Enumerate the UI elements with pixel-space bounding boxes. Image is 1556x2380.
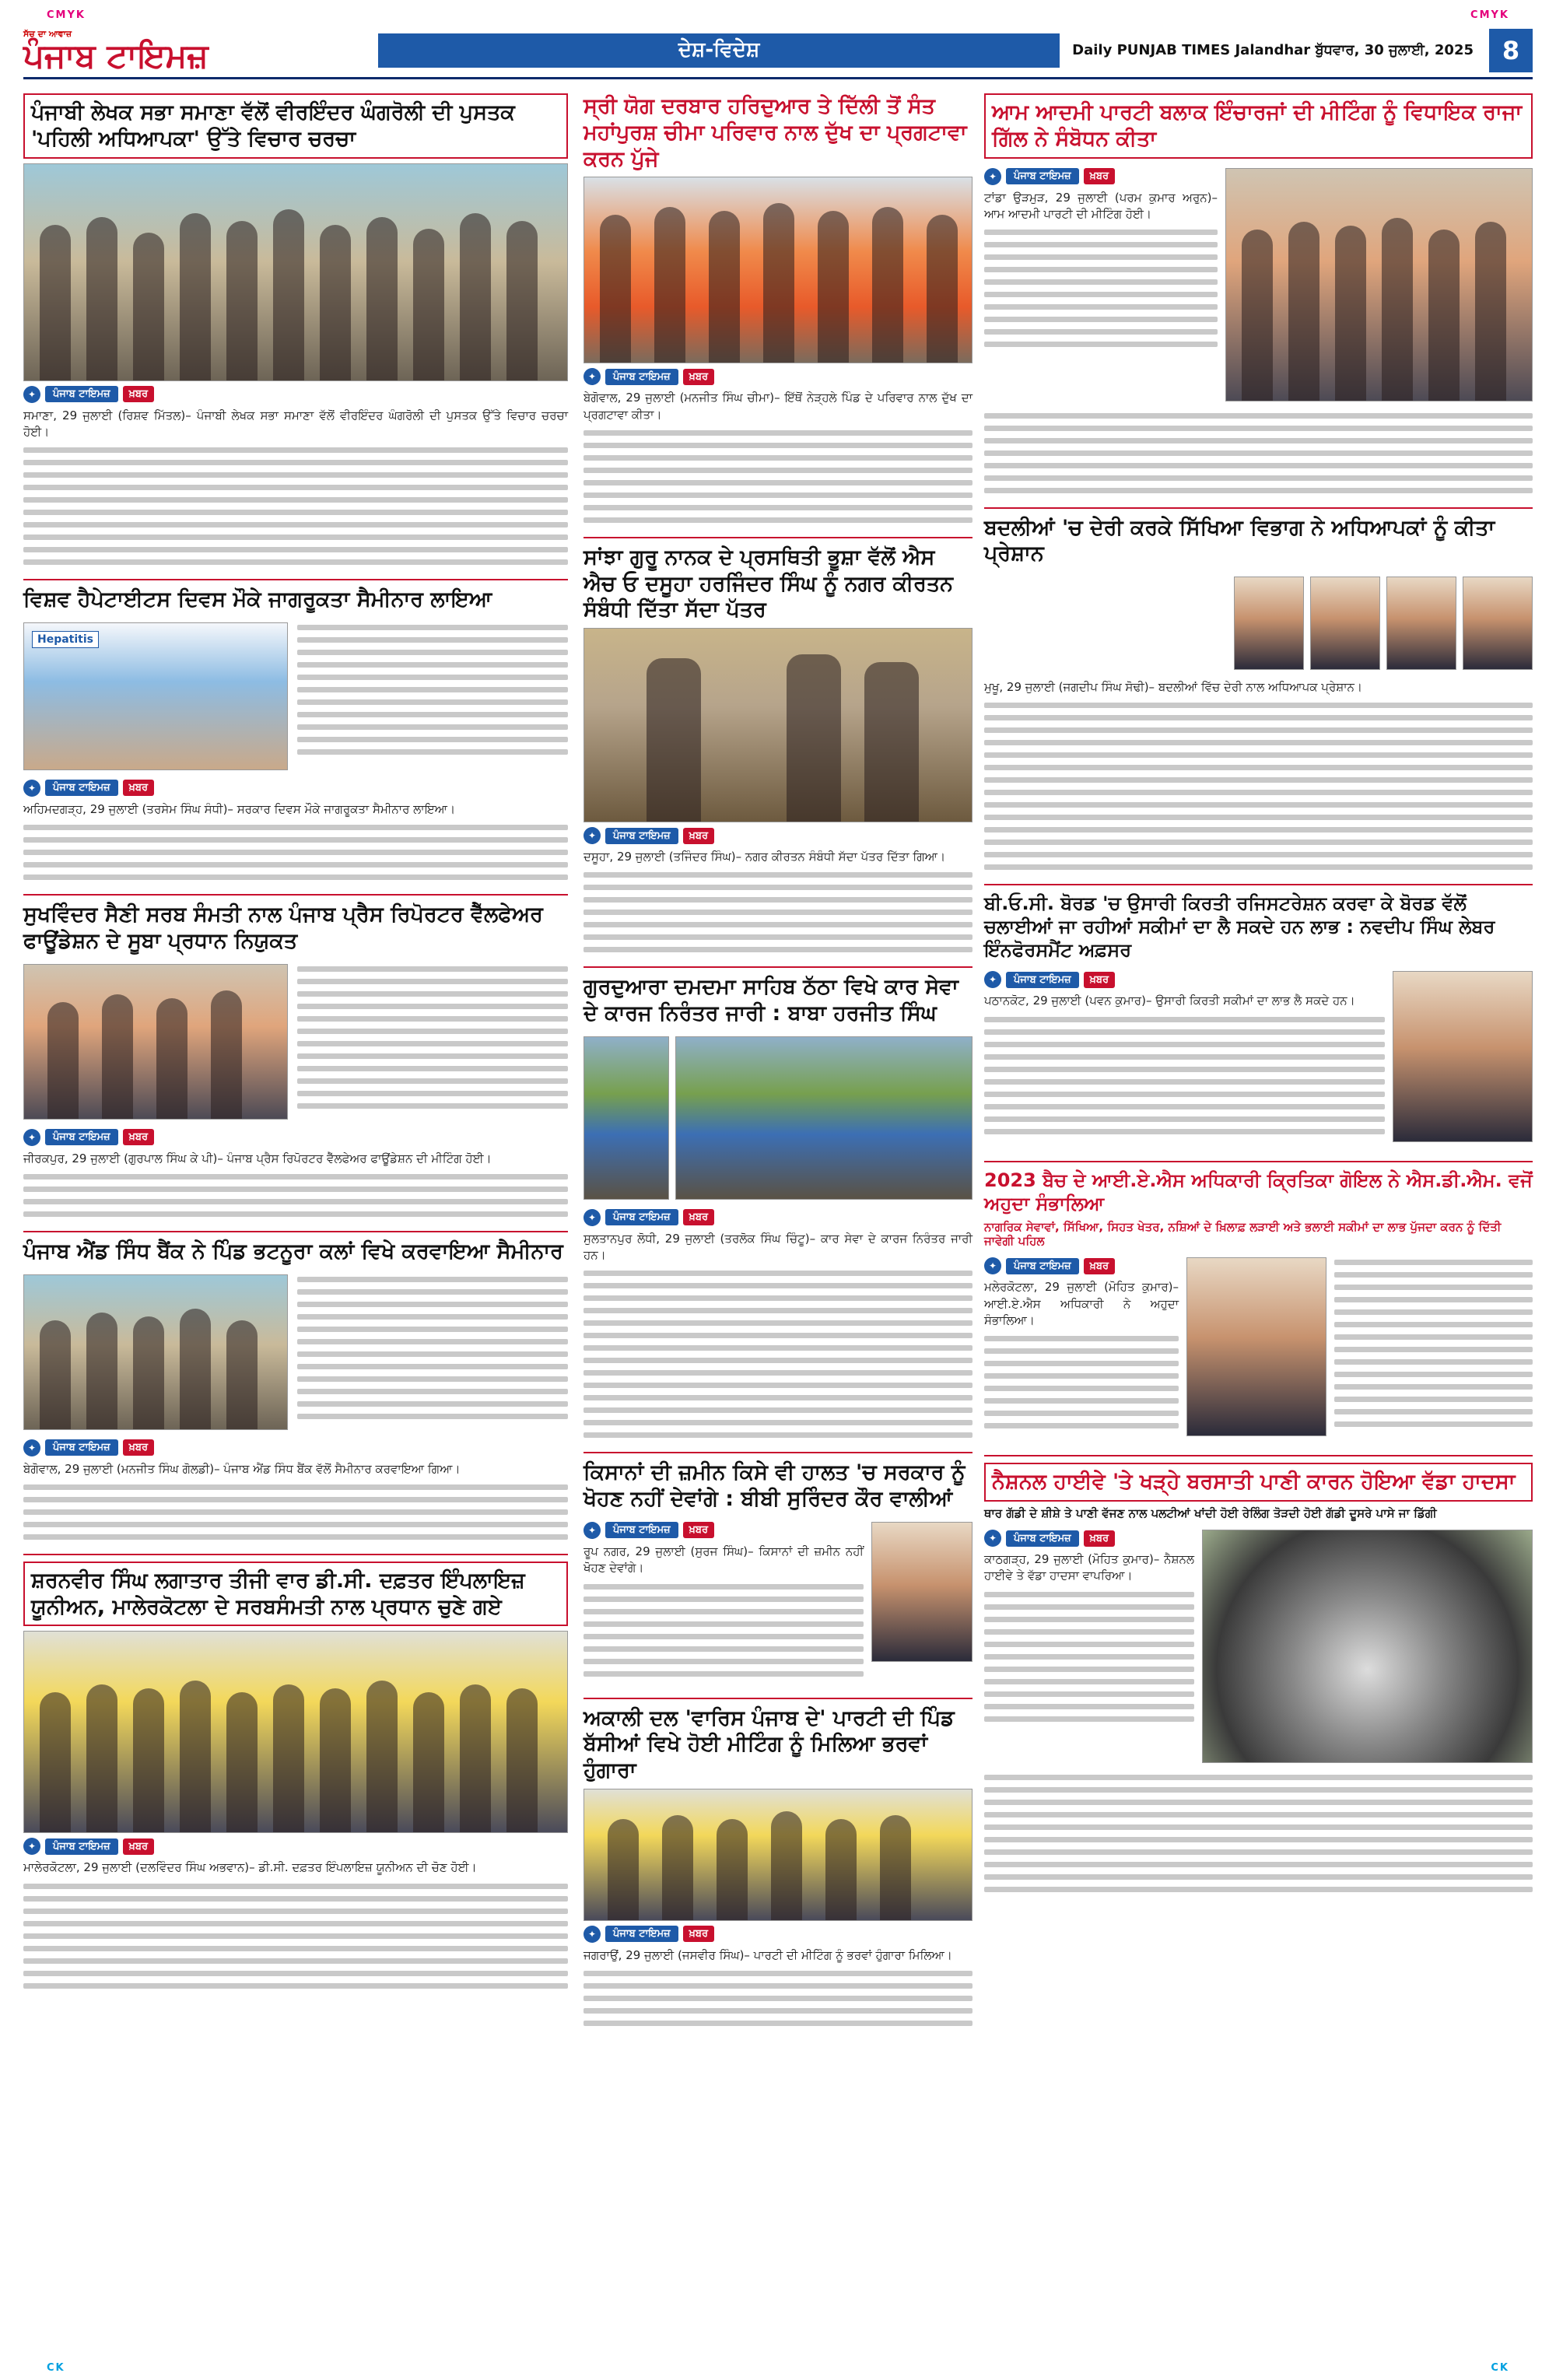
story-headline: ਗੁਰਦੁਆਰਾ ਦਮਦਮਾ ਸਾਹਿਬ ਠੱਠਾ ਵਿਖੇ ਕਾਰ ਸੇਵਾ ਦੇ ਕਾਰਜ ਨਿਰੰਤਰ ਜਾਰੀ : ਬਾਬਾ ਹਰਜੀਤ ਸਿੰਘ bbox=[584, 975, 958, 1026]
story-invitation bbox=[584, 545, 972, 953]
story-headline: ਆਮ ਆਦਮੀ ਪਾਰਟੀ ਬਲਾਕ ਇੰਚਾਰਜਾਂ ਦੀ ਮੀਟਿੰਗ ਨੂੰ ਵਿਧਾਇਕ ਰਾਜਾ ਗਿੱਲ ਨੇ ਸੰਬੋਧਨ ਕੀਤਾ bbox=[984, 93, 1533, 159]
registration-mark-top-left: CMYK bbox=[47, 9, 86, 21]
story-body: ਸੁਲਤਾਨਪੁਰ ਲੋਧੀ, 29 ਜੁਲਾਈ (ਤਰਲੋਕ ਸਿੰਘ ਚਿੰਟੂ)– ਕਾਰ ਸੇਵਾ ਦੇ ਕਾਰਜ ਨਿਰੰਤਰ ਜਾਰੀ ਹਨ। bbox=[584, 1231, 972, 1263]
pt-icon: ✦ bbox=[584, 827, 601, 844]
pt-icon: ✦ bbox=[584, 1926, 601, 1943]
byline-type: ਖ਼ਬਰ bbox=[123, 386, 154, 402]
byline-type: ਖ਼ਬਰ bbox=[683, 369, 714, 385]
byline-type: ਖ਼ਬਰ bbox=[123, 780, 154, 796]
story-photo bbox=[23, 622, 288, 770]
story-photo bbox=[23, 964, 288, 1120]
story-headline: ਪੰਜਾਬ ਐਂਡ ਸਿੰਧ ਬੈਂਕ ਨੇ ਪਿੰਡ ਭਟਨੂਰਾ ਕਲਾਂ ਵਿਖੇ ਕਰਵਾਇਆ ਸੈਮੀਨਾਰ bbox=[23, 1239, 563, 1264]
divider bbox=[984, 884, 1533, 885]
byline bbox=[23, 1838, 568, 1855]
pt-icon: ✦ bbox=[23, 780, 40, 797]
edition-date: Daily PUNJAB TIMES Jalandhar ਬੁੱਧਵਾਰ, 30 ਜੁਲਾਈ, 2025 bbox=[1072, 42, 1474, 58]
byline bbox=[584, 827, 972, 844]
story-headline: ਸਾਂਝਾ ਗੁਰੂ ਨਾਨਕ ਦੇ ਪ੍ਰਸਥਿਤੀ ਭੂਸ਼ਾ ਵੱਲੋਂ ਐਸ ਐਚ ਓ ਦਸੂਹਾ ਹਰਜਿੰਦਰ ਸਿੰਘ ਨੂੰ ਨਗਰ ਕੀਰਤਨ ਸੰਬੰਧੀ ਦਿੱਤਾ ਸੱਦਾ ਪੱਤਰ bbox=[584, 545, 954, 622]
story-farmers-land bbox=[584, 1460, 972, 1683]
story-headline: ਪੰਜਾਬੀ ਲੇਖਕ ਸਭਾ ਸਮਾਣਾ ਵੱਲੋਂ ਵੀਰਇੰਦਰ ਘੰਗਰੋਲੀ ਦੀ ਪੁਸਤਕ 'ਪਹਿਲੀ ਅਧਿਆਪਕਾ' ਉੱਤੇ ਵਿਚਾਰ ਚਰਚਾ bbox=[23, 93, 568, 159]
portrait-photo bbox=[1310, 577, 1380, 670]
story-photo bbox=[23, 1274, 288, 1430]
story-body: ਕਾਠਗੜ੍ਹ, 29 ਜੁਲਾਈ (ਮੋਹਿਤ ਕੁਮਾਰ)– ਨੈਸ਼ਨਲ ਹਾਈਵੇ ਤੇ ਵੱਡਾ ਹਾਦਸਾ ਵਾਪਰਿਆ। bbox=[984, 1552, 1194, 1583]
story-photo-small bbox=[584, 1036, 669, 1200]
divider bbox=[23, 579, 568, 580]
byline bbox=[984, 1257, 1179, 1274]
story-photo bbox=[23, 163, 568, 381]
body-text-lines bbox=[984, 1775, 1533, 1892]
byline-source: ਪੰਜਾਬ ਟਾਇਮਜ਼ bbox=[605, 1522, 678, 1538]
pt-icon: ✦ bbox=[23, 386, 40, 403]
story-body: ਰੂਪ ਨਗਰ, 29 ਜੁਲਾਈ (ਸੁਰਜ ਸਿੰਘ)– ਕਿਸਾਨਾਂ ਦੀ ਜ਼ਮੀਨ ਨਹੀਂ ਖੋਹਣ ਦੇਵਾਂਗੇ। bbox=[584, 1544, 864, 1576]
divider bbox=[584, 1452, 972, 1453]
story-highway-accident bbox=[984, 1463, 1533, 1892]
body-text-lines bbox=[984, 413, 1533, 493]
divider bbox=[984, 507, 1533, 509]
byline-type: ਖ਼ਬਰ bbox=[683, 828, 714, 844]
byline-source: ਪੰਜਾਬ ਟਾਇਮਜ਼ bbox=[605, 1209, 678, 1225]
byline-source: ਪੰਜਾਬ ਟਾਇਮਜ਼ bbox=[605, 828, 678, 844]
divider bbox=[23, 1231, 568, 1232]
body-text-lines bbox=[984, 703, 1533, 870]
byline-source: ਪੰਜਾਬ ਟਾਇਮਜ਼ bbox=[1006, 972, 1079, 988]
masthead bbox=[23, 23, 1533, 79]
story-body: ਸਮਾਣਾ, 29 ਜੁਲਾਈ (ਰਿਸ਼ਵ ਮਿੱਤਲ)– ਪੰਜਾਬੀ ਲੇਖਕ ਸਭਾ ਸਮਾਣਾ ਵੱਲੋਂ ਵੀਰਇੰਦਰ ਘੰਗਰੋਲੀ ਦੀ ਪੁਸਤਕ ਉੱਤੇ ਵਿਚਾਰ ਚਰਚਾ ਹੋਈ। bbox=[23, 408, 568, 439]
byline-type: ਖ਼ਬਰ bbox=[1084, 972, 1115, 988]
story-bank-seminar bbox=[23, 1239, 568, 1540]
story-writers-forum bbox=[23, 93, 568, 565]
divider bbox=[23, 894, 568, 896]
byline-source: ਪੰਜਾਬ ਟਾਇਮਜ਼ bbox=[1006, 1530, 1079, 1547]
byline bbox=[984, 168, 1218, 185]
body-text-lines bbox=[584, 1271, 972, 1438]
story-body: ਮੁਖੂ, 29 ਜੁਲਾਈ (ਜਗਦੀਪ ਸਿੰਘ ਸੋਢੀ)– ਬਦਲੀਆਂ ਵਿੱਚ ਦੇਰੀ ਨਾਲ ਅਧਿਆਪਕ ਪ੍ਰੇਸ਼ਾਨ। bbox=[984, 680, 1363, 694]
registration-mark-top-right: CMYK bbox=[1470, 9, 1509, 21]
byline bbox=[584, 1209, 972, 1226]
pt-icon: ✦ bbox=[984, 971, 1001, 988]
pt-icon: ✦ bbox=[23, 1838, 40, 1855]
story-kar-sewa bbox=[584, 974, 972, 1438]
divider bbox=[984, 1161, 1533, 1162]
body-text-lines bbox=[297, 1270, 568, 1435]
story-photo bbox=[584, 1789, 972, 1921]
byline-source: ਪੰਜਾਬ ਟਾਇਮਜ਼ bbox=[605, 369, 678, 385]
divider bbox=[584, 966, 972, 968]
story-akali-dal bbox=[584, 1705, 972, 2027]
portrait-photo bbox=[1234, 577, 1304, 670]
body-text-lines bbox=[23, 825, 568, 880]
page-number: 8 bbox=[1489, 29, 1533, 72]
body-text-lines bbox=[584, 1971, 972, 2026]
byline bbox=[584, 368, 972, 385]
pt-icon: ✦ bbox=[984, 1257, 1001, 1274]
story-body: ਮਲੇਰਕੋਟਲਾ, 29 ਜੁਲਾਈ (ਮੋਹਿਤ ਕੁਮਾਰ)– ਆਈ.ਏ.ਐਸ ਅਧਿਕਾਰੀ ਨੇ ਅਹੁਦਾ ਸੰਭਾਲਿਆ। bbox=[984, 1280, 1179, 1327]
body-text-lines bbox=[584, 872, 972, 952]
story-photo-tractor bbox=[675, 1036, 972, 1200]
story-subhead: ਥਾਰ ਗੱਡੀ ਦੇ ਸ਼ੀਸ਼ੇ ਤੇ ਪਾਣੀ ਵੱਜਣ ਨਾਲ ਪਲਟੀਆਂ ਖਾਂਦੀ ਹੋਈ ਰੇਲਿੰਗ ਤੋੜਦੀ ਹੋਈ ਗੱਡੀ ਦੂਸਰੇ ਪਾਸੇ ਜਾ ਡਿੱਗੀ bbox=[984, 1506, 1437, 1521]
body-text-lines bbox=[984, 230, 1218, 347]
byline-type: ਖ਼ਬਰ bbox=[1084, 1258, 1115, 1274]
column-right bbox=[984, 93, 1533, 2350]
story-headline: ਬਦਲੀਆਂ 'ਚ ਦੇਰੀ ਕਰਕੇ ਸਿੱਖਿਆ ਵਿਭਾਗ ਨੇ ਅਧਿਆਪਕਾਂ ਨੂੰ ਕੀਤਾ ਪ੍ਰੇਸ਼ਾਨ bbox=[984, 515, 1495, 566]
byline-type: ਖ਼ਬਰ bbox=[683, 1926, 714, 1942]
byline-source: ਪੰਜਾਬ ਟਾਇਮਜ਼ bbox=[45, 780, 118, 796]
byline-type: ਖ਼ਬਰ bbox=[123, 1439, 154, 1456]
pt-icon: ✦ bbox=[23, 1439, 40, 1456]
logo-tagline: ਸੱਚ ਦਾ ਆਵਾਜ਼ bbox=[23, 28, 72, 39]
logo-block bbox=[23, 24, 366, 77]
byline bbox=[23, 386, 568, 403]
byline bbox=[984, 1530, 1194, 1547]
body-text-lines bbox=[297, 959, 568, 1124]
story-headline: ਸ਼ਰਨਵੀਰ ਸਿੰਘ ਲਗਾਤਾਰ ਤੀਜੀ ਵਾਰ ਡੀ.ਸੀ. ਦਫ਼ਤਰ ਇੰਪਲਾਇਜ਼ ਯੂਨੀਅਨ, ਮਾਲੇਰਕੋਟਲਾ ਦੇ ਸਰਬਸੰਮਤੀ ਨਾਲ ਪ੍ਰਧਾਨ ਚੁਣੇ ਗਏ bbox=[23, 1562, 568, 1627]
story-headline: ਨੈਸ਼ਨਲ ਹਾਈਵੇ 'ਤੇ ਖੜ੍ਹੇ ਬਰਸਾਤੀ ਪਾਣੀ ਕਾਰਨ ਹੋਇਆ ਵੱਡਾ ਹਾਦਸਾ bbox=[984, 1463, 1533, 1502]
byline-type: ਖ਼ਬਰ bbox=[123, 1129, 154, 1145]
byline bbox=[584, 1926, 972, 1943]
body-text-lines bbox=[23, 1884, 568, 1989]
story-headline: ਬੀ.ਓ.ਸੀ. ਬੋਰਡ 'ਚ ਉਸਾਰੀ ਕਿਰਤੀ ਰਜਿਸਟਰੇਸ਼ਨ ਕਰਵਾ ਕੇ ਬੋਰਡ ਵੱਲੋਂ ਚਲਾਈਆਂ ਜਾ ਰਹੀਆਂ ਸਕੀਮਾਂ ਦਾ ਲੈ ਸਕਦੇ ਹਨ ਲਾਭ : ਨਵਦੀਪ ਸਿੰਘ ਲੇਬਰ ਇੰਨਫੋਰਸਮੈਂਟ ਅਫ਼ਸਰ bbox=[984, 892, 1495, 962]
story-yog-darbar bbox=[584, 93, 972, 523]
story-employees-union bbox=[23, 1562, 568, 1989]
divider bbox=[584, 537, 972, 538]
story-body: ਬੇਗੋਵਾਲ, 29 ਜੁਲਾਈ (ਮਨਜੀਤ ਸਿੰਘ ਗੋਲਡੀ)– ਪੰਜਾਬ ਐਂਡ ਸਿੰਧ ਬੈਂਕ ਵੱਲੋਂ ਸੈਮੀਨਾਰ ਕਰਵਾਇਆ ਗਿਆ। bbox=[23, 1461, 461, 1476]
portrait-photo bbox=[871, 1522, 972, 1662]
body-text-lines bbox=[984, 1592, 1194, 1722]
story-photo bbox=[1225, 168, 1533, 401]
body-text-lines bbox=[297, 618, 568, 775]
story-teacher-transfers bbox=[984, 515, 1533, 871]
pt-icon: ✦ bbox=[584, 1522, 601, 1539]
column-left bbox=[23, 93, 568, 2350]
story-headline: ਅਕਾਲੀ ਦਲ 'ਵਾਰਿਸ ਪੰਜਾਬ ਦੇ' ਪਾਰਟੀ ਦੀ ਪਿੰਡ ਬੱਸੀਆਂ ਵਿਖੇ ਹੋਈ ਮੀਟਿੰਗ ਨੂੰ ਮਿਲਿਆ ਭਰਵਾਂ ਹੁੰਗਾਰਾ bbox=[584, 1705, 955, 1783]
byline-source: ਪੰਜਾਬ ਟਾਇਮਜ਼ bbox=[45, 1129, 118, 1145]
body-text-lines bbox=[984, 1017, 1385, 1134]
story-body: ਬੇਗੋਵਾਲ, 29 ਜੁਲਾਈ (ਮਨਜੀਤ ਸਿੰਘ ਚੀਮਾ)– ਇੱਥੋਂ ਨੇੜ੍ਹਲੇ ਪਿੰਡ ਦੇ ਪਰਿਵਾਰ ਨਾਲ ਦੁੱਖ ਦਾ ਪ੍ਰਗਟਾਵਾ ਕੀਤਾ। bbox=[584, 391, 972, 422]
body-text-lines bbox=[984, 1336, 1179, 1428]
byline bbox=[584, 1522, 864, 1539]
pt-icon: ✦ bbox=[584, 368, 601, 385]
byline-type: ਖ਼ਬਰ bbox=[683, 1209, 714, 1225]
section-name: ਦੇਸ਼-ਵਿਦੇਸ਼ bbox=[378, 33, 1060, 68]
pt-icon: ✦ bbox=[984, 168, 1001, 185]
portrait-photo bbox=[1186, 1257, 1326, 1436]
body-text-lines bbox=[23, 447, 568, 565]
newspaper-logo: ਪੰਜਾਬ ਟਾਇਮਜ਼ bbox=[23, 36, 209, 75]
byline bbox=[23, 1129, 568, 1146]
byline bbox=[984, 971, 1385, 988]
story-headline: ਸੁਖਵਿੰਦਰ ਸੈਣੀ ਸਰਬ ਸੰਮਤੀ ਨਾਲ ਪੰਜਾਬ ਪ੍ਰੈਸ ਰਿਪੋਰਟਰ ਵੈੱਲਫੇਅਰ ਫਾਊਂਡੇਸ਼ਨ ਦੇ ਸੂਬਾ ਪ੍ਰਧਾਨ ਨਿਯੁਕਤ bbox=[23, 903, 543, 953]
story-headline: ਸ੍ਰੀ ਯੋਗ ਦਰਬਾਰ ਹਰਿਦੁਆਰ ਤੇ ਦਿੱਲੀ ਤੋਂ ਸੰਤ ਮਹਾਂਪੁਰਸ਼ ਚੀਮਾ ਪਰਿਵਾਰ ਨਾਲ ਦੁੱਖ ਦਾ ਪ੍ਰਗਟਾਵਾ ਕਰਨ ਪੁੱਜੇ bbox=[584, 94, 967, 171]
story-press-foundation bbox=[23, 902, 568, 1217]
accident-car-photo bbox=[1202, 1530, 1533, 1763]
story-body: ਜੀਰਕਪੁਰ, 29 ਜੁਲਾਈ (ਗੁਰਪਾਲ ਸਿੰਘ ਕੇ ਪੀ)– ਪੰਜਾਬ ਪ੍ਰੈਸ ਰਿਪੋਰਟਰ ਵੈੱਲਫੇਅਰ ਫਾਊਂਡੇਸ਼ਨ ਦੀ ਮੀਟਿੰਗ ਹੋਈ। bbox=[23, 1151, 492, 1165]
story-subhead: ਨਾਗਰਿਕ ਸੇਵਾਵਾਂ, ਸਿੱਖਿਆ, ਸਿਹਤ ਖੇਤਰ, ਨਸ਼ਿਆਂ ਦੇ ਖ਼ਿਲਾਫ਼ ਲੜਾਈ ਅਤੇ ਭਲਾਈ ਸਕੀਮਾਂ ਦਾ ਲਾਭ ਪੁੱਜਦਾ ਕਰਨ ਨੂੰ ਦਿੱਤੀ ਜਾਵੇਗੀ ਪਹਿਲ bbox=[984, 1220, 1502, 1249]
divider bbox=[584, 1698, 972, 1699]
story-aap-meeting bbox=[984, 93, 1533, 493]
divider bbox=[23, 1554, 568, 1555]
pt-icon: ✦ bbox=[584, 1209, 601, 1226]
photo-banner-text: Hepatitis bbox=[32, 631, 99, 648]
byline-source: ਪੰਜਾਬ ਟਾਇਮਜ਼ bbox=[45, 1838, 118, 1855]
story-photo bbox=[584, 177, 972, 363]
byline-source: ਪੰਜਾਬ ਟਾਇਮਜ਼ bbox=[605, 1926, 678, 1942]
byline bbox=[23, 1439, 568, 1456]
story-body: ਜਗਰਾਉਂ, 29 ਜੁਲਾਈ (ਜਸਵੀਰ ਸਿੰਘ)– ਪਾਰਟੀ ਦੀ ਮੀਟਿੰਗ ਨੂੰ ਭਰਵਾਂ ਹੁੰਗਾਰਾ ਮਿਲਿਆ। bbox=[584, 1947, 952, 1962]
story-body: ਟਾਂਡਾ ਉੜਮੁੜ, 29 ਜੁਲਾਈ (ਪਰਮ ਕੁਮਾਰ ਅਰੁਨ)– ਆਮ ਆਦਮੀ ਪਾਰਟੀ ਦੀ ਮੀਟਿੰਗ ਹੋਈ। bbox=[984, 190, 1218, 221]
byline-type: ਖ਼ਬਰ bbox=[1084, 1530, 1115, 1547]
column-middle bbox=[584, 93, 972, 2350]
body-text-lines bbox=[23, 1484, 568, 1540]
byline-type: ਖ਼ਬਰ bbox=[123, 1838, 154, 1855]
body-text-lines bbox=[23, 1174, 568, 1217]
byline-source: ਪੰਜਾਬ ਟਾਇਮਜ਼ bbox=[1006, 1258, 1079, 1274]
byline-type: ਖ਼ਬਰ bbox=[683, 1522, 714, 1538]
body-text-lines bbox=[1334, 1253, 1533, 1441]
story-boc-board bbox=[984, 892, 1533, 1147]
pt-icon: ✦ bbox=[23, 1129, 40, 1146]
portrait-photo bbox=[1393, 971, 1533, 1142]
body-text-lines bbox=[584, 1584, 864, 1677]
pt-icon: ✦ bbox=[984, 1530, 1001, 1547]
story-body: ਅਹਿਮਦਗੜ੍ਹ, 29 ਜੁਲਾਈ (ਤਰਸੇਮ ਸਿੰਘ ਸੰਧੀ)– ਸਰਕਾਰ ਦਿਵਸ ਮੌਕੇ ਜਾਗਰੂਕਤਾ ਸੈਮੀਨਾਰ ਲਾਇਆ। bbox=[23, 801, 456, 816]
portrait-photo bbox=[1386, 577, 1456, 670]
registration-mark-bottom-left: CK bbox=[47, 2362, 65, 2374]
byline-type: ਖ਼ਬਰ bbox=[1084, 168, 1115, 184]
byline-source: ਪੰਜਾਬ ਟਾਇਮਜ਼ bbox=[45, 386, 118, 402]
story-headline: 2023 ਬੈਚ ਦੇ ਆਈ.ਏ.ਐਸ ਅਧਿਕਾਰੀ ਕ੍ਰਿਤਿਕਾ ਗੋਇਲ ਨੇ ਐਸ.ਡੀ.ਐਮ. ਵਜੋਂ ਅਹੁਦਾ ਸੰਭਾਲਿਆ bbox=[984, 1169, 1533, 1215]
story-photo bbox=[584, 628, 972, 822]
story-body: ਪਠਾਨਕੋਟ, 29 ਜੁਲਾਈ (ਪਵਨ ਕੁਮਾਰ)– ਉਸਾਰੀ ਕਿਰਤੀ ਸਕੀਮਾਂ ਦਾ ਲਾਭ ਲੈ ਸਕਦੇ ਹਨ। bbox=[984, 994, 1355, 1008]
story-ias-officer bbox=[984, 1169, 1533, 1441]
story-body: ਦਸੂਹਾ, 29 ਜੁਲਾਈ (ਤਜਿੰਦਰ ਸਿੰਘ)– ਨਗਰ ਕੀਰਤਨ ਸੰਬੰਧੀ ਸੱਦਾ ਪੱਤਰ ਦਿੱਤਾ ਗਿਆ। bbox=[584, 850, 946, 864]
body-text-lines bbox=[584, 430, 972, 523]
portrait-photo bbox=[1463, 577, 1533, 670]
divider bbox=[984, 1455, 1533, 1456]
story-headline: ਵਿਸ਼ਵ ਹੈਪੇਟਾਈਟਸ ਦਿਵਸ ਮੌਕੇ ਜਾਗਰੂਕਤਾ ਸੈਮੀਨਾਰ ਲਾਇਆ bbox=[23, 587, 492, 612]
story-photo bbox=[23, 1631, 568, 1833]
story-body: ਮਾਲੇਰਕੋਟਲਾ, 29 ਜੁਲਾਈ (ਦਲਵਿੰਦਰ ਸਿੰਘ ਅਭਵਾਨ)– ਡੀ.ਸੀ. ਦਫ਼ਤਰ ਇੰਪਲਾਇਜ਼ ਯੂਨੀਅਨ ਦੀ ਚੋਣ ਹੋਈ। bbox=[23, 1860, 477, 1875]
byline-source: ਪੰਜਾਬ ਟਾਇਮਜ਼ bbox=[1006, 168, 1079, 184]
byline bbox=[23, 780, 568, 797]
registration-mark-bottom-right: CK bbox=[1491, 2362, 1509, 2374]
story-headline: ਕਿਸਾਨਾਂ ਦੀ ਜ਼ਮੀਨ ਕਿਸੇ ਵੀ ਹਾਲਤ 'ਚ ਸਰਕਾਰ ਨੂੰ ਖੋਹਣ ਨਹੀਂ ਦੇਵਾਂਗੇ : ਬੀਬੀ ਸੁਰਿੰਦਰ ਕੌਰ ਵਾਲੀਆਂ bbox=[584, 1460, 965, 1512]
byline-source: ਪੰਜਾਬ ਟਾਇਮਜ਼ bbox=[45, 1439, 118, 1456]
story-hepatitis bbox=[23, 587, 568, 880]
